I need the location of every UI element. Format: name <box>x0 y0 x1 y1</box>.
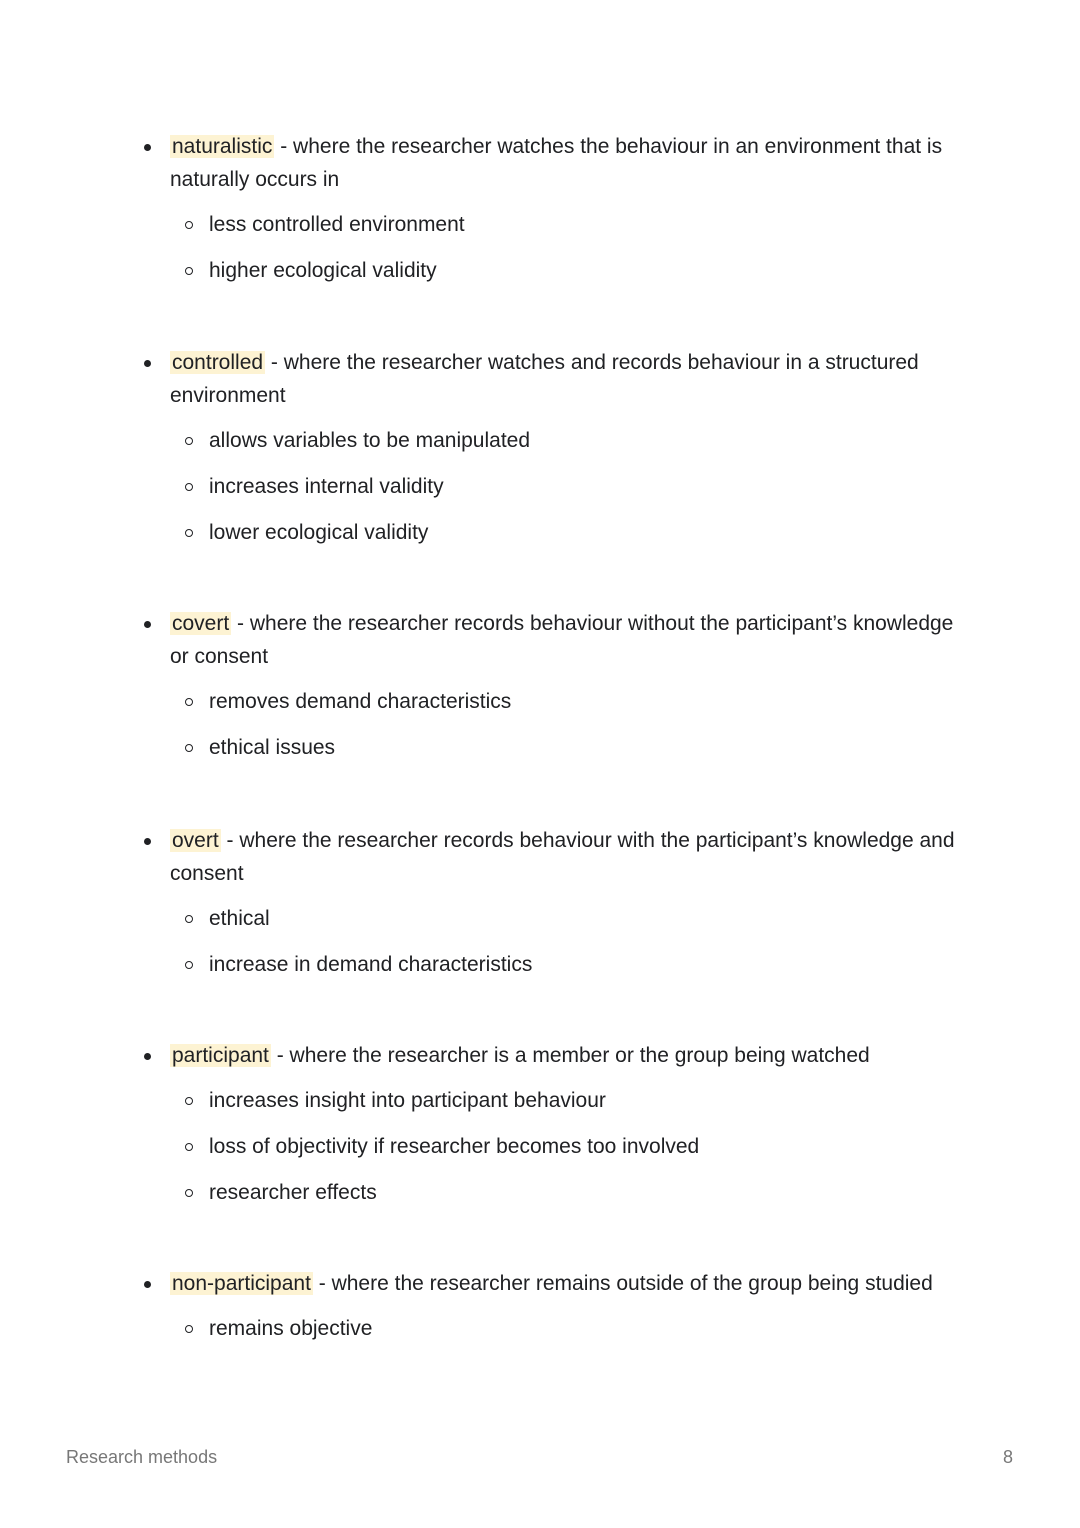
sub-point-text: removes demand characteristics <box>209 690 512 713</box>
sub-point-list <box>140 1084 960 1209</box>
sub-point-text: lower ecological validity <box>209 521 429 544</box>
sub-point-text: remains objective <box>209 1317 373 1340</box>
hollow-bullet-icon <box>185 437 193 445</box>
hollow-bullet-icon <box>185 744 193 752</box>
term-highlight: naturalistic <box>172 135 273 158</box>
term-highlight: covert <box>172 612 230 635</box>
sub-point <box>140 208 960 241</box>
definition-text: - where the researcher watches and records behaviour in a structured environment <box>170 351 919 407</box>
definition-line <box>140 346 960 412</box>
hollow-bullet-icon <box>185 483 193 491</box>
sub-point <box>140 254 960 287</box>
sub-point <box>140 1176 960 1209</box>
sub-point-text: loss of objectivity if researcher becomes too involved <box>209 1135 700 1158</box>
term-highlight: controlled <box>172 351 264 374</box>
sub-point-list <box>140 424 960 549</box>
hollow-bullet-icon <box>185 915 193 923</box>
definition-line <box>140 607 960 673</box>
hollow-bullet-icon <box>185 1143 193 1151</box>
definition-text: - where the researcher remains outside of the group being studied <box>312 1272 933 1295</box>
sub-point-list <box>140 208 960 287</box>
sub-point <box>140 902 960 935</box>
sub-point-list <box>140 1312 960 1345</box>
bullet-icon <box>144 838 151 845</box>
sub-point <box>140 948 960 981</box>
bullet-icon <box>144 144 151 151</box>
sub-point <box>140 1130 960 1163</box>
bullet-icon <box>144 621 151 628</box>
hollow-bullet-icon <box>185 529 193 537</box>
footer-document-title: Research methods <box>66 1447 218 1467</box>
term-highlight: participant <box>172 1044 269 1067</box>
definition-text: - where the researcher records behaviour with the participant’s knowledge and consent <box>170 829 955 885</box>
sub-point-text: researcher effects <box>209 1181 377 1204</box>
sub-point-list <box>140 902 960 981</box>
section-participant <box>140 1039 960 1222</box>
term-highlight: overt <box>172 829 219 852</box>
footer-page-number: 8 <box>1003 1447 1014 1467</box>
sub-point <box>140 685 960 718</box>
definition-text: - where the researcher watches the behaviour in an environment that is naturally occurs in <box>170 135 943 191</box>
sub-point <box>140 424 960 457</box>
definition-line <box>140 1039 960 1072</box>
term-highlight: non-participant <box>172 1272 311 1295</box>
section-non-participant <box>140 1267 960 1358</box>
definition-text: - where the researcher is a member or the group being watched <box>270 1044 870 1067</box>
bullet-icon <box>144 1053 151 1060</box>
sub-point-text: ethical <box>209 907 270 930</box>
sub-point-list <box>140 685 960 764</box>
sub-point <box>140 1084 960 1117</box>
definition-line <box>140 130 960 196</box>
hollow-bullet-icon <box>185 1325 193 1333</box>
sub-point-text: increases insight into participant behaviour <box>209 1089 606 1112</box>
section-controlled <box>140 346 960 562</box>
sub-point-text: allows variables to be manipulated <box>209 429 531 452</box>
definition-text: - where the researcher records behaviour without the participant’s knowledge or consent <box>170 612 954 668</box>
sub-point <box>140 470 960 503</box>
sub-point-text: increase in demand characteristics <box>209 953 533 976</box>
sub-point <box>140 731 960 764</box>
hollow-bullet-icon <box>185 1189 193 1197</box>
sub-point <box>140 1312 960 1345</box>
section-naturalistic <box>140 130 960 300</box>
section-covert <box>140 607 960 777</box>
bullet-icon <box>144 1281 151 1288</box>
hollow-bullet-icon <box>185 221 193 229</box>
section-overt <box>140 824 960 994</box>
bullet-icon <box>144 360 151 367</box>
definition-line <box>140 1267 960 1300</box>
definition-line <box>140 824 960 890</box>
hollow-bullet-icon <box>185 267 193 275</box>
sub-point-text: ethical issues <box>209 736 336 759</box>
sub-point-text: less controlled environment <box>209 213 465 236</box>
hollow-bullet-icon <box>185 698 193 706</box>
sub-point-text: increases internal validity <box>209 475 444 498</box>
hollow-bullet-icon <box>185 1097 193 1105</box>
sub-point-text: higher ecological validity <box>209 259 437 282</box>
hollow-bullet-icon <box>185 961 193 969</box>
sub-point <box>140 516 960 549</box>
